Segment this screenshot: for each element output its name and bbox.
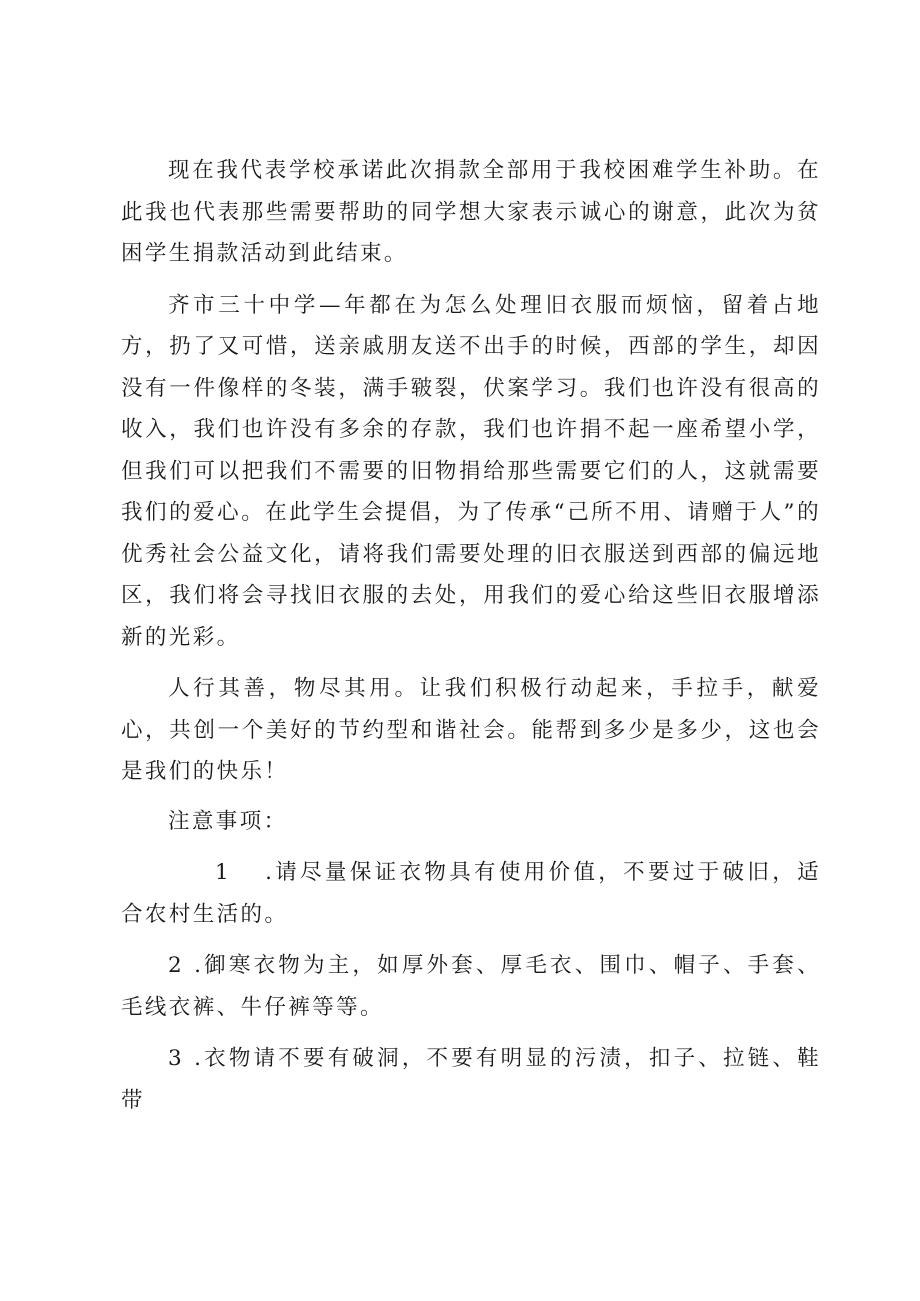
paragraph-school-pledge: 现在我代表学校承诺此次捐款全部用于我校困难学生补助。在此我也代表那些需要帮助的同学想大家表示诚心的谢意，此次为贫困学生捐款活动到此结束。 — [121, 158, 821, 266]
note-item-number: 1 — [215, 860, 232, 885]
note-item-text: .衣物请不要有破洞，不要有明显的污渍，扣子、拉链、鞋带 — [121, 1046, 821, 1113]
note-item-number: 2 — [168, 953, 185, 978]
note-item-text: .请尽量保证衣物具有使用价值，不要过于破旧，适合农村生活的。 — [121, 860, 821, 927]
paragraph-call-to-action: 人行其善，物尽其用。让我们积极行动起来，手拉手，献爱心，共创一个美好的节约型和谐社会。能帮到多少是多少，这也会是我们的快乐！ — [121, 676, 821, 784]
note-item-text: .御寒衣物为主，如厚外套、厚毛衣、围巾、帽子、手套、毛线衣裤、牛仔裤等等。 — [121, 953, 821, 1020]
document-body — [121, 150, 821, 1121]
note-item-1 — [121, 852, 821, 935]
note-item-3 — [121, 1038, 821, 1121]
note-item-2 — [121, 945, 821, 1028]
notes-heading: 注意事项： — [168, 808, 288, 834]
paragraph-old-clothes-initiative: 齐市三十中学—年都在为怎么处理旧衣服而烦恼，留着占地方，扔了又可惜，送亲戚朋友送不出手的时候，西部的学生，却因没有一件像样的冬装，满手皲裂，伏案学习。我们也许没有很高的收入，我们也许没有多余的存款，我们也许捐不起一座希望小学，但我们可以把我们不需要的旧物捐给那些需要它们的人，这就需要我们的爱心。在此学生会提倡，为了传承“己所不用、请赠于人”的优秀社会公益文化，请将我们需要处理的旧衣服送到西部的偏远地区，我们将会寻找旧衣服的去处，用我们的爱心给这些旧衣服增添新的光彩。 — [121, 292, 821, 650]
note-item-number: 3 — [168, 1046, 185, 1071]
